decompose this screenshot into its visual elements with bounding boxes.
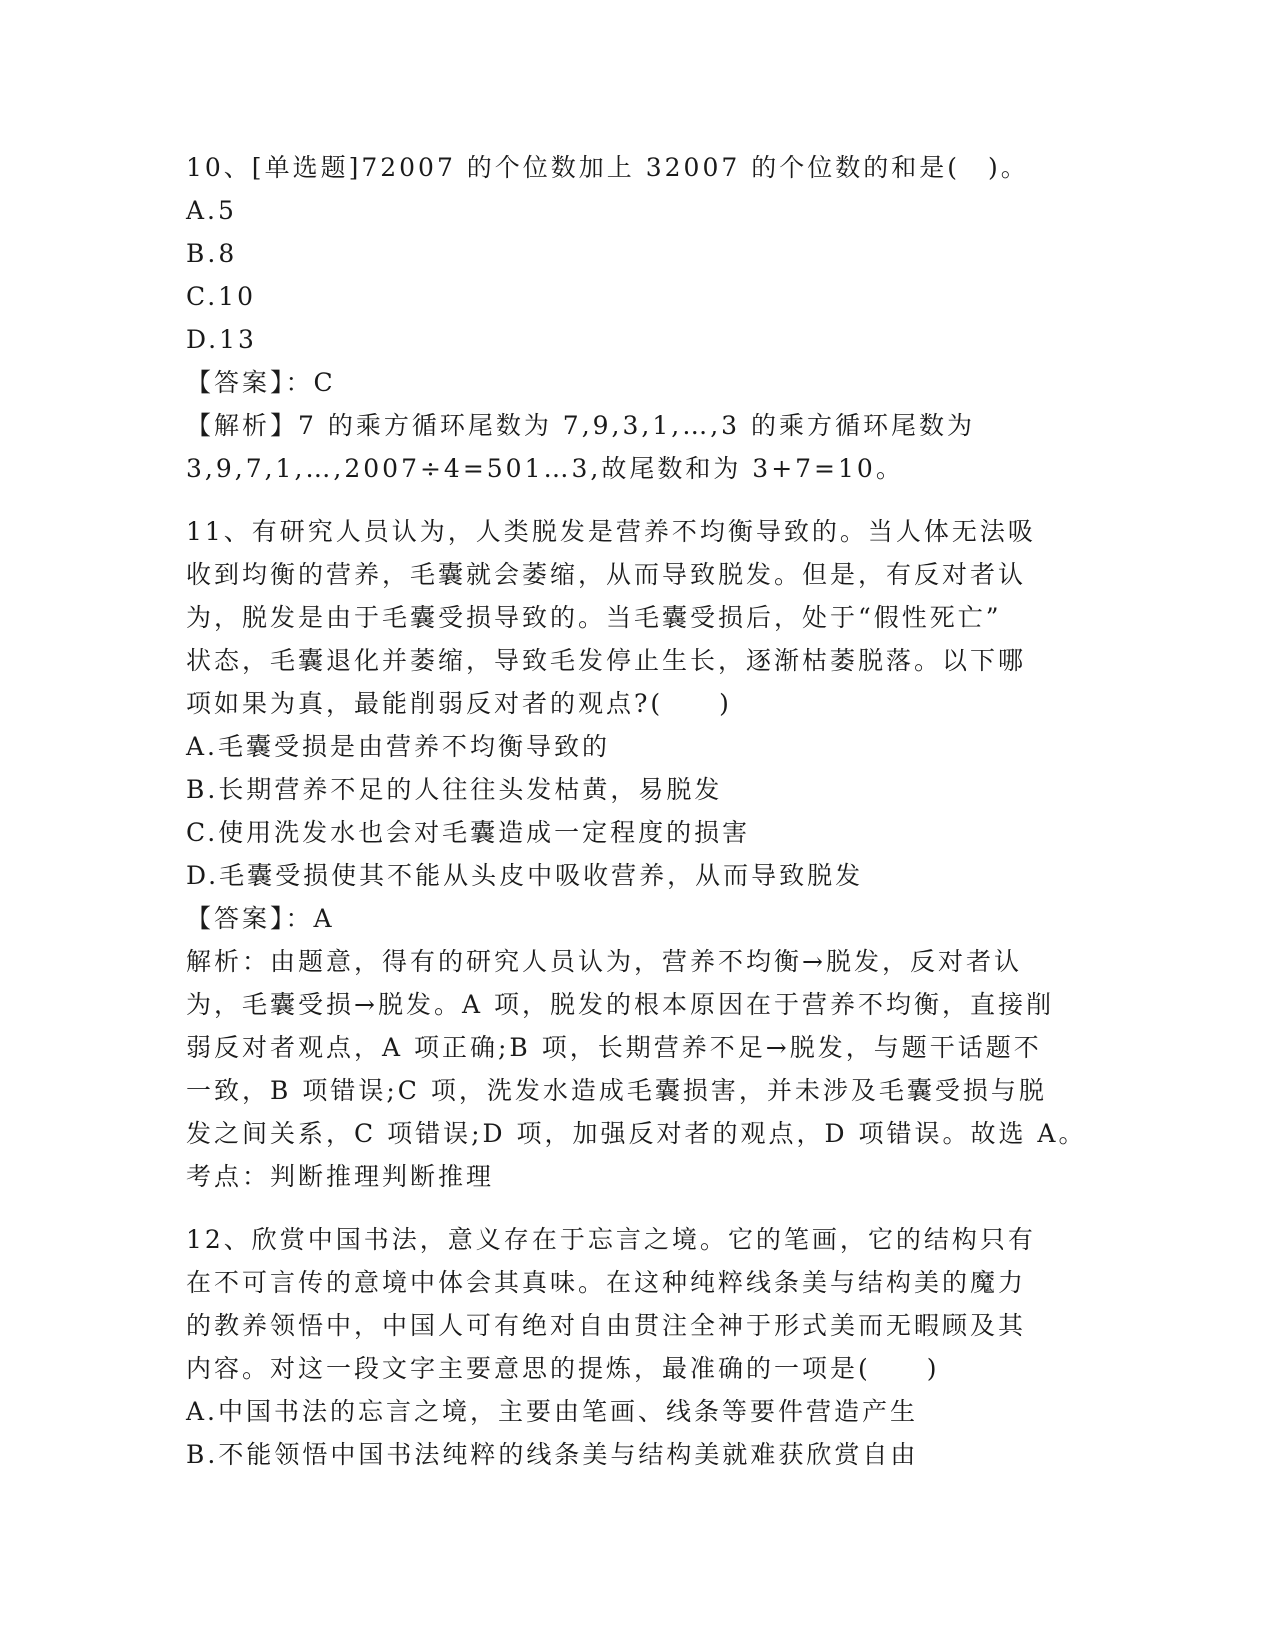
question-text: 项如果为真，最能削弱反对者的观点?( ) (186, 689, 732, 718)
option-d: D.毛囊受损使其不能从头皮中吸收营养，从而导致脱发 (186, 861, 864, 890)
question-text: 10、[单选题]72007 的个位数加上 32007 的个位数的和是( )。 (186, 153, 1029, 182)
answer: 【答案】：A (186, 904, 335, 933)
analysis-line: 3,9,7,1,…,2007÷4=501…3,故尾数和为 3+7=10。 (186, 454, 904, 483)
option-b: B.长期营养不足的人往往头发枯黄，易脱发 (186, 775, 723, 804)
option-b: B.8 (186, 239, 238, 268)
option-c: C.使用洗发水也会对毛囊造成一定程度的损害 (186, 818, 751, 847)
question-text: 内容。对这一段文字主要意思的提炼，最准确的一项是( ) (186, 1354, 940, 1383)
option-a: A.毛囊受损是由营养不均衡导致的 (186, 732, 611, 761)
option-d: D.13 (186, 325, 257, 354)
answer: 【答案】：C (186, 368, 336, 397)
question-text: 为，脱发是由于毛囊受损导致的。当毛囊受损后，处于“假性死亡” (186, 603, 1002, 632)
question-text: 11、有研究人员认为，人类脱发是营养不均衡导致的。当人体无法吸 (186, 517, 1036, 546)
question-12 (186, 1218, 1086, 1476)
question-text: 12、欣赏中国书法，意义存在于忘言之境。它的笔画，它的结构只有 (186, 1225, 1036, 1254)
option-b: B.不能领悟中国书法纯粹的线条美与结构美就难获欣赏自由 (186, 1440, 919, 1469)
question-text: 收到均衡的营养，毛囊就会萎缩，从而导致脱发。但是，有反对者认 (186, 560, 1027, 589)
question-11 (186, 510, 1086, 1198)
option-a: A.5 (186, 196, 237, 225)
option-c: C.10 (186, 282, 256, 311)
keypoint: 考点：判断推理判断推理 (186, 1162, 495, 1191)
analysis-line: 【解析】7 的乘方循环尾数为 7,9,3,1,…,3 的乘方循环尾数为 (186, 411, 976, 440)
option-a: A.中国书法的忘言之境，主要由笔画、线条等要件营造产生 (186, 1397, 919, 1426)
question-text: 的教养领悟中，中国人可有绝对自由贯注全神于形式美而无暇顾及其 (186, 1311, 1027, 1340)
document-page (186, 146, 1086, 1476)
question-text: 在不可言传的意境中体会其真味。在这种纯粹线条美与结构美的魔力 (186, 1268, 1027, 1297)
analysis-line: 弱反对者观点，A 项正确;B 项，长期营养不足→脱发，与题干话题不 (186, 1033, 1042, 1062)
question-10 (186, 146, 1086, 490)
analysis-line: 发之间关系，C 项错误;D 项，加强反对者的观点，D 项错误。故选 A。 (186, 1119, 1087, 1148)
analysis-line: 为，毛囊受损→脱发。A 项，脱发的根本原因在于营养不均衡，直接削 (186, 990, 1054, 1019)
analysis-line: 解析：由题意，得有的研究人员认为，营养不均衡→脱发，反对者认 (186, 947, 1022, 976)
question-text: 状态，毛囊退化并萎缩，导致毛发停止生长，逐渐枯萎脱落。以下哪 (186, 646, 1027, 675)
analysis-line: 一致，B 项错误;C 项，洗发水造成毛囊损害，并未涉及毛囊受损与脱 (186, 1076, 1047, 1105)
